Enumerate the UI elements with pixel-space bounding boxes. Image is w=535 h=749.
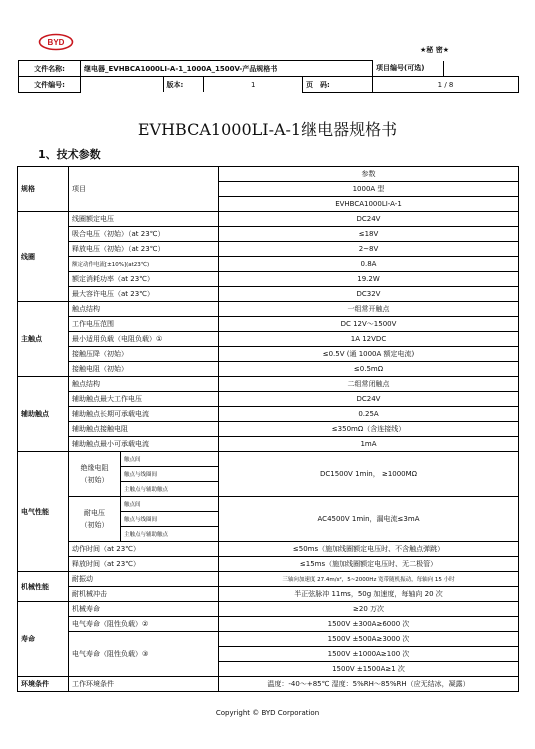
- category-spec: 规格: [18, 167, 69, 212]
- aux-contact-label: 辅助触点长期可承载电流: [69, 407, 219, 422]
- coil-value: 0.8A: [219, 257, 519, 272]
- coil-label: 额定动作电流[±10%](at23℃): [69, 257, 219, 272]
- item-label: 项目: [69, 167, 219, 212]
- withstand-sub: 主触点与辅助触点: [121, 527, 219, 542]
- coil-label: 最大容许电压（at 23℃）: [69, 287, 219, 302]
- elec-life-label: 电气寿命（阻性负载）②: [69, 617, 219, 632]
- document-header: [18, 60, 519, 93]
- coil-value: DC24V: [219, 212, 519, 227]
- coil-value: 19.2W: [219, 272, 519, 287]
- version-value: 1: [251, 80, 256, 89]
- project-no-label: 项目编号(可选): [373, 61, 443, 76]
- version-label: 版本:: [163, 77, 203, 92]
- coil-label: 线圈额定电压: [69, 212, 219, 227]
- environment-value: 温度：-40～+85℃ 湿度：5%RH～85%RH（应无结冰，凝露）: [219, 677, 519, 692]
- aux-contact-label: 辅助触点接触电阻: [69, 422, 219, 437]
- mechanical-value: 三轴向加速度 27.4m/s²，5~2000Hz 宽带随机振动，每轴向 15 小时: [219, 572, 519, 587]
- main-contact-label: 接触电阻（初始）: [69, 362, 219, 377]
- aux-contact-value: DC24V: [219, 392, 519, 407]
- model-type: 1000A 型: [219, 182, 519, 197]
- page-label: 页 码:: [303, 77, 373, 93]
- category-coil: 线圈: [18, 212, 69, 302]
- aux-contact-value: 二组常闭触点: [219, 377, 519, 392]
- page-value: 1 / 8: [373, 77, 519, 93]
- insulation-group: [69, 452, 121, 497]
- document-title: EVHBCA1000LI-A-1继电器规格书: [137, 120, 398, 139]
- file-no-label: 文件编号:: [19, 77, 81, 93]
- aux-contact-label: 触点结构: [69, 377, 219, 392]
- mech-life-value: ≥20 万次: [219, 602, 519, 617]
- file-name-value: 继电器_EVHBCA1000LI-A-1_1000A_1500V-产品规格书: [81, 61, 373, 77]
- coil-label: 额定消耗功率（at 23℃）: [69, 272, 219, 287]
- main-contact-label: 触点结构: [69, 302, 219, 317]
- category-life: 寿命: [18, 602, 69, 677]
- model-name: EVHBCA1000LI-A-1: [219, 197, 519, 212]
- byd-logo: [38, 33, 74, 51]
- environment-label: 工作环境条件: [69, 677, 219, 692]
- main-contact-value: ≤0.5V (通 1000A 额定电流): [219, 347, 519, 362]
- mech-life-label: 机械寿命: [69, 602, 219, 617]
- withstand-sub: 触点与线圈间: [121, 512, 219, 527]
- elec-life-value: 1500V ±1500A≥1 次: [219, 662, 519, 677]
- withstand-label: 耐电压: [84, 509, 105, 517]
- secret-label: ★秘 密★: [420, 46, 449, 54]
- mechanical-label: 耐机械冲击: [69, 587, 219, 602]
- category-main-contact: 主触点: [18, 302, 69, 377]
- aux-contact-value: 1mA: [219, 437, 519, 452]
- insulation-sub: 主触点与辅助触点: [121, 482, 219, 497]
- mechanical-label: 耐振动: [69, 572, 219, 587]
- operate-time-value: ≤50ms（施加线圈额定电压时、不含触点弹跳）: [219, 542, 519, 557]
- coil-label: 释放电压（初始）（at 23℃）: [69, 242, 219, 257]
- logo-text: BYD: [47, 38, 65, 47]
- main-contact-value: 一组常开触点: [219, 302, 519, 317]
- main-contact-value: DC 12V～1500V: [219, 317, 519, 332]
- category-aux-contact: 辅助触点: [18, 377, 69, 452]
- insulation-label: 绝缘电阻: [80, 464, 109, 472]
- withstand-sub: 触点间: [121, 497, 219, 512]
- main-contact-value: ≤0.5mΩ: [219, 362, 519, 377]
- elec-life-value: 1500V ±300A≥6000 次: [219, 617, 519, 632]
- coil-value: 2~8V: [219, 242, 519, 257]
- coil-value: DC32V: [219, 287, 519, 302]
- main-contact-value: 1A 12VDC: [219, 332, 519, 347]
- withstand-group: [69, 497, 121, 542]
- file-name-label: 文件名称:: [19, 61, 81, 77]
- mechanical-value: 半正弦脉冲 11ms，50g 加速度，每轴向 20 次: [219, 587, 519, 602]
- operate-time-label: 动作时间（at 23℃）: [69, 542, 219, 557]
- param-header: 参数: [219, 167, 519, 182]
- withstand-value: AC4500V 1min，漏电流≤3mA: [219, 497, 519, 542]
- aux-contact-value: 0.25A: [219, 407, 519, 422]
- coil-value: ≤18V: [219, 227, 519, 242]
- elec-life-value: 1500V ±500A≥3000 次: [219, 632, 519, 647]
- main-contact-label: 接触压降（初始）: [69, 347, 219, 362]
- elec-life-label: 电气寿命（阻性负载）③: [69, 632, 219, 677]
- insulation-sub: 触点间: [121, 452, 219, 467]
- elec-life-value: 1500V ±1000A≥100 次: [219, 647, 519, 662]
- insulation-sublabel: （初始）: [80, 476, 109, 484]
- project-no-value: [443, 61, 519, 76]
- file-no-value: [81, 77, 163, 92]
- aux-contact-label: 辅助触点最小可承载电流: [69, 437, 219, 452]
- release-time-label: 释放时间（at 23℃）: [69, 557, 219, 572]
- category-environment: 环境条件: [18, 677, 69, 692]
- aux-contact-value: ≤350mΩ（含连接线）: [219, 422, 519, 437]
- main-contact-label: 工作电压范围: [69, 317, 219, 332]
- withstand-sublabel: （初始）: [80, 521, 109, 529]
- category-electrical: 电气性能: [18, 452, 69, 572]
- coil-label: 吸合电压（初始）（at 23℃）: [69, 227, 219, 242]
- aux-contact-label: 辅助触点最大工作电压: [69, 392, 219, 407]
- insulation-value: DC1500V 1min， ≥1000MΩ: [219, 452, 519, 497]
- release-time-value: ≤15ms（施加线圈额定电压时、无二极管）: [219, 557, 519, 572]
- spec-table: [17, 166, 519, 692]
- main-contact-label: 最小适用负载（电阻负载）①: [69, 332, 219, 347]
- copyright-footer: Copyright © BYD Corporation: [215, 709, 320, 717]
- insulation-sub: 触点与线圈间: [121, 467, 219, 482]
- category-mechanical: 机械性能: [18, 572, 69, 602]
- section-heading: 1、技术参数: [38, 148, 101, 161]
